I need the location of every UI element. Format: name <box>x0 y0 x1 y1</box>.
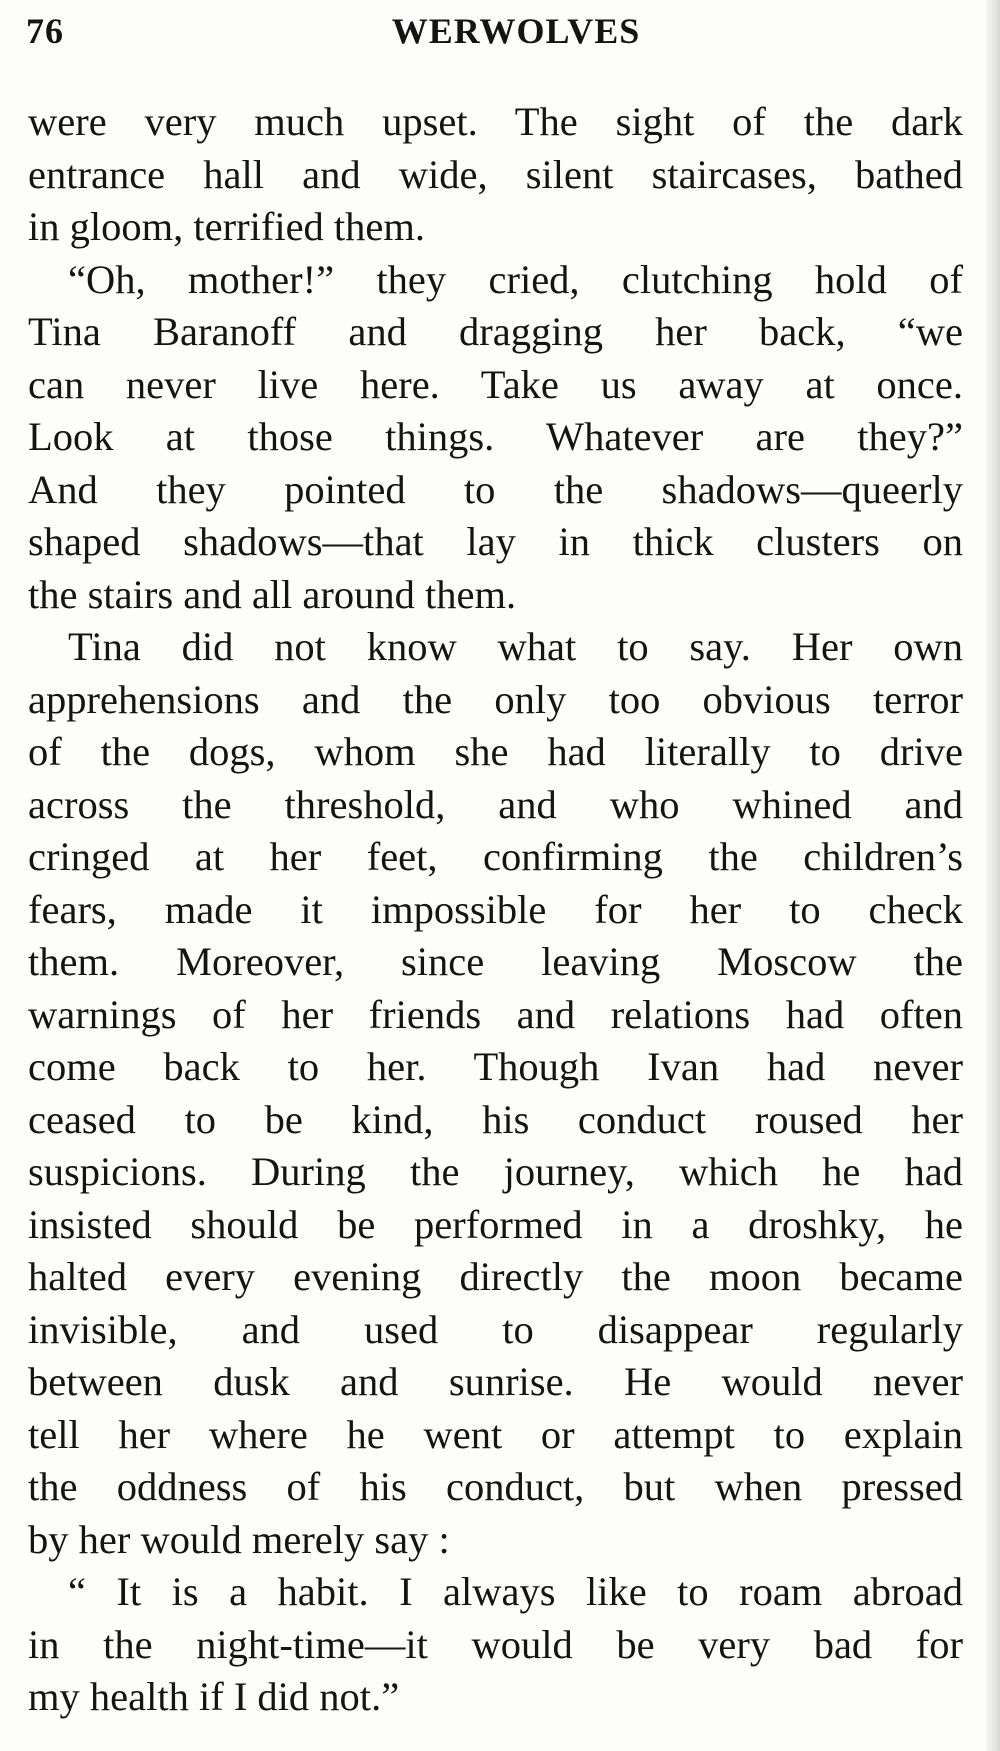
text-line: cringed at her feet, confirming the children’s <box>28 834 963 879</box>
text-line: were very much upset. The sight of the dark <box>28 99 963 144</box>
text-line: can never live here. Take us away at once. <box>28 361 963 407</box>
text-line: suspicions. During the journey, which he had <box>28 1149 963 1194</box>
paragraph <box>28 1566 963 1724</box>
text-line: in the night-time—it would be very bad for <box>28 1621 963 1667</box>
text-line: by her would merely say : <box>28 1516 450 1562</box>
text-line: Look at those things. Whatever are they?” <box>28 414 963 459</box>
text-line: invisible, and used to disappear regularly <box>28 1306 963 1352</box>
text-line: halted every evening directly the moon became <box>28 1254 963 1299</box>
text-line: insisted should be performed in a droshky, he <box>28 1201 963 1247</box>
text-line: shaped shadows—that lay in thick clusters on <box>28 519 963 564</box>
paragraph <box>28 254 963 622</box>
text-line: And they pointed to the shadows—queerly <box>28 466 963 512</box>
page-edge-shadow <box>986 0 1000 1751</box>
text-line: entrance hall and wide, silent staircases, bathed <box>28 151 963 197</box>
text-line: come back to her. Though Ivan had never <box>28 1044 963 1089</box>
text-line: warnings of her friends and relations had often <box>28 991 963 1037</box>
text-line: across the threshold, and who whined and <box>28 781 963 827</box>
text-line: ceased to be kind, his conduct roused her <box>28 1096 963 1142</box>
text-line: fears, made it impossible for her to check <box>28 886 963 932</box>
text-line: “Oh, mother!” they cried, clutching hold of <box>68 256 963 302</box>
running-head: WERWOLVES <box>391 11 641 51</box>
text-line: “ It is a habit. I always like to roam abroad <box>68 1569 963 1614</box>
text-line: them. Moreover, since leaving Moscow the <box>28 939 963 984</box>
text-line: the stairs and all around them. <box>28 571 517 617</box>
text-line: the oddness of his conduct, but when pressed <box>28 1464 963 1509</box>
text-line: Tina did not know what to say. Her own <box>68 624 963 669</box>
text-line: tell her where he went or attempt to explain <box>28 1411 963 1457</box>
text-line: Tina Baranoff and dragging her back, “we <box>28 309 963 354</box>
text-line: my health if I did not.” <box>28 1674 400 1719</box>
text-line: of the dogs, whom she had literally to drive <box>28 729 963 774</box>
paragraph <box>28 621 963 1566</box>
page-number: 76 <box>26 11 64 51</box>
text-line: in gloom, terrified them. <box>28 204 426 249</box>
text-line: between dusk and sunrise. He would never <box>28 1359 963 1404</box>
paragraph <box>28 96 963 254</box>
page-header <box>26 4 976 64</box>
body-text <box>28 96 963 1724</box>
text-line: apprehensions and the only too obvious terror <box>28 676 963 722</box>
